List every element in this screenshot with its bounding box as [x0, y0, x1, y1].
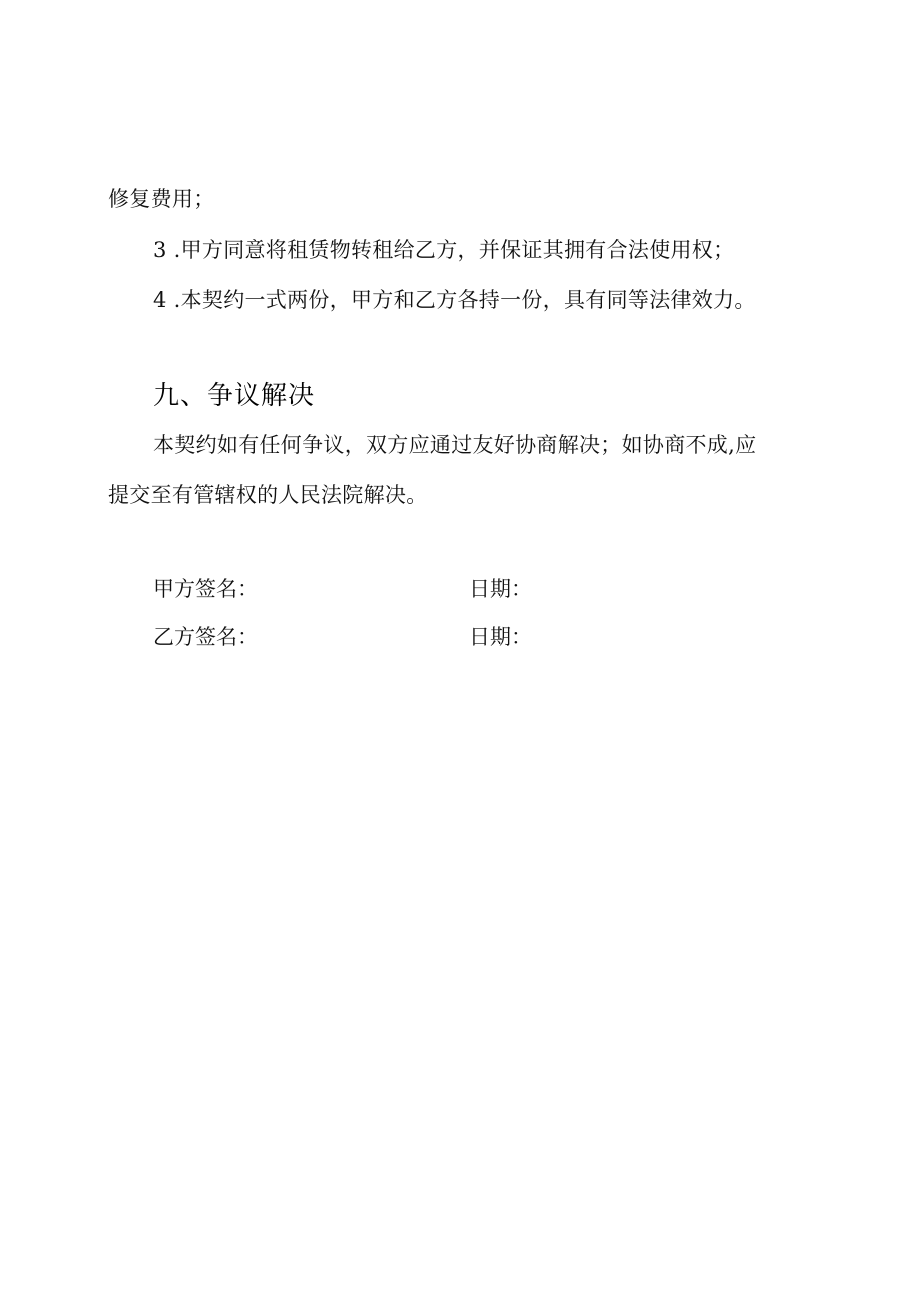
clause-continuation-text: 修复费用；: [108, 187, 215, 211]
party-b-date-label: 日期：: [469, 625, 532, 649]
section-9-paragraph-line-1: 本契约如有任何争议，双方应通过友好协商解决；如协商不成,应: [153, 433, 757, 457]
party-a-date-label: 日期：: [469, 577, 532, 601]
party-b-signature-label: 乙方签名：: [153, 625, 258, 649]
clause-3-text: 3 .甲方同意将租赁物转租给乙方，并保证其拥有合法使用权；: [153, 238, 735, 262]
party-a-signature-row: [153, 575, 713, 603]
clause-4-text: 4 .本契约一式两份，甲方和乙方各持一份，具有同等法律效力。: [153, 288, 756, 312]
section-9-heading: 九、争议解决: [153, 381, 316, 411]
party-a-signature-label: 甲方签名：: [153, 577, 258, 601]
party-b-signature-row: [153, 623, 713, 651]
section-9-paragraph-line-2: 提交至有管辖权的人民法院解决。: [108, 483, 428, 507]
